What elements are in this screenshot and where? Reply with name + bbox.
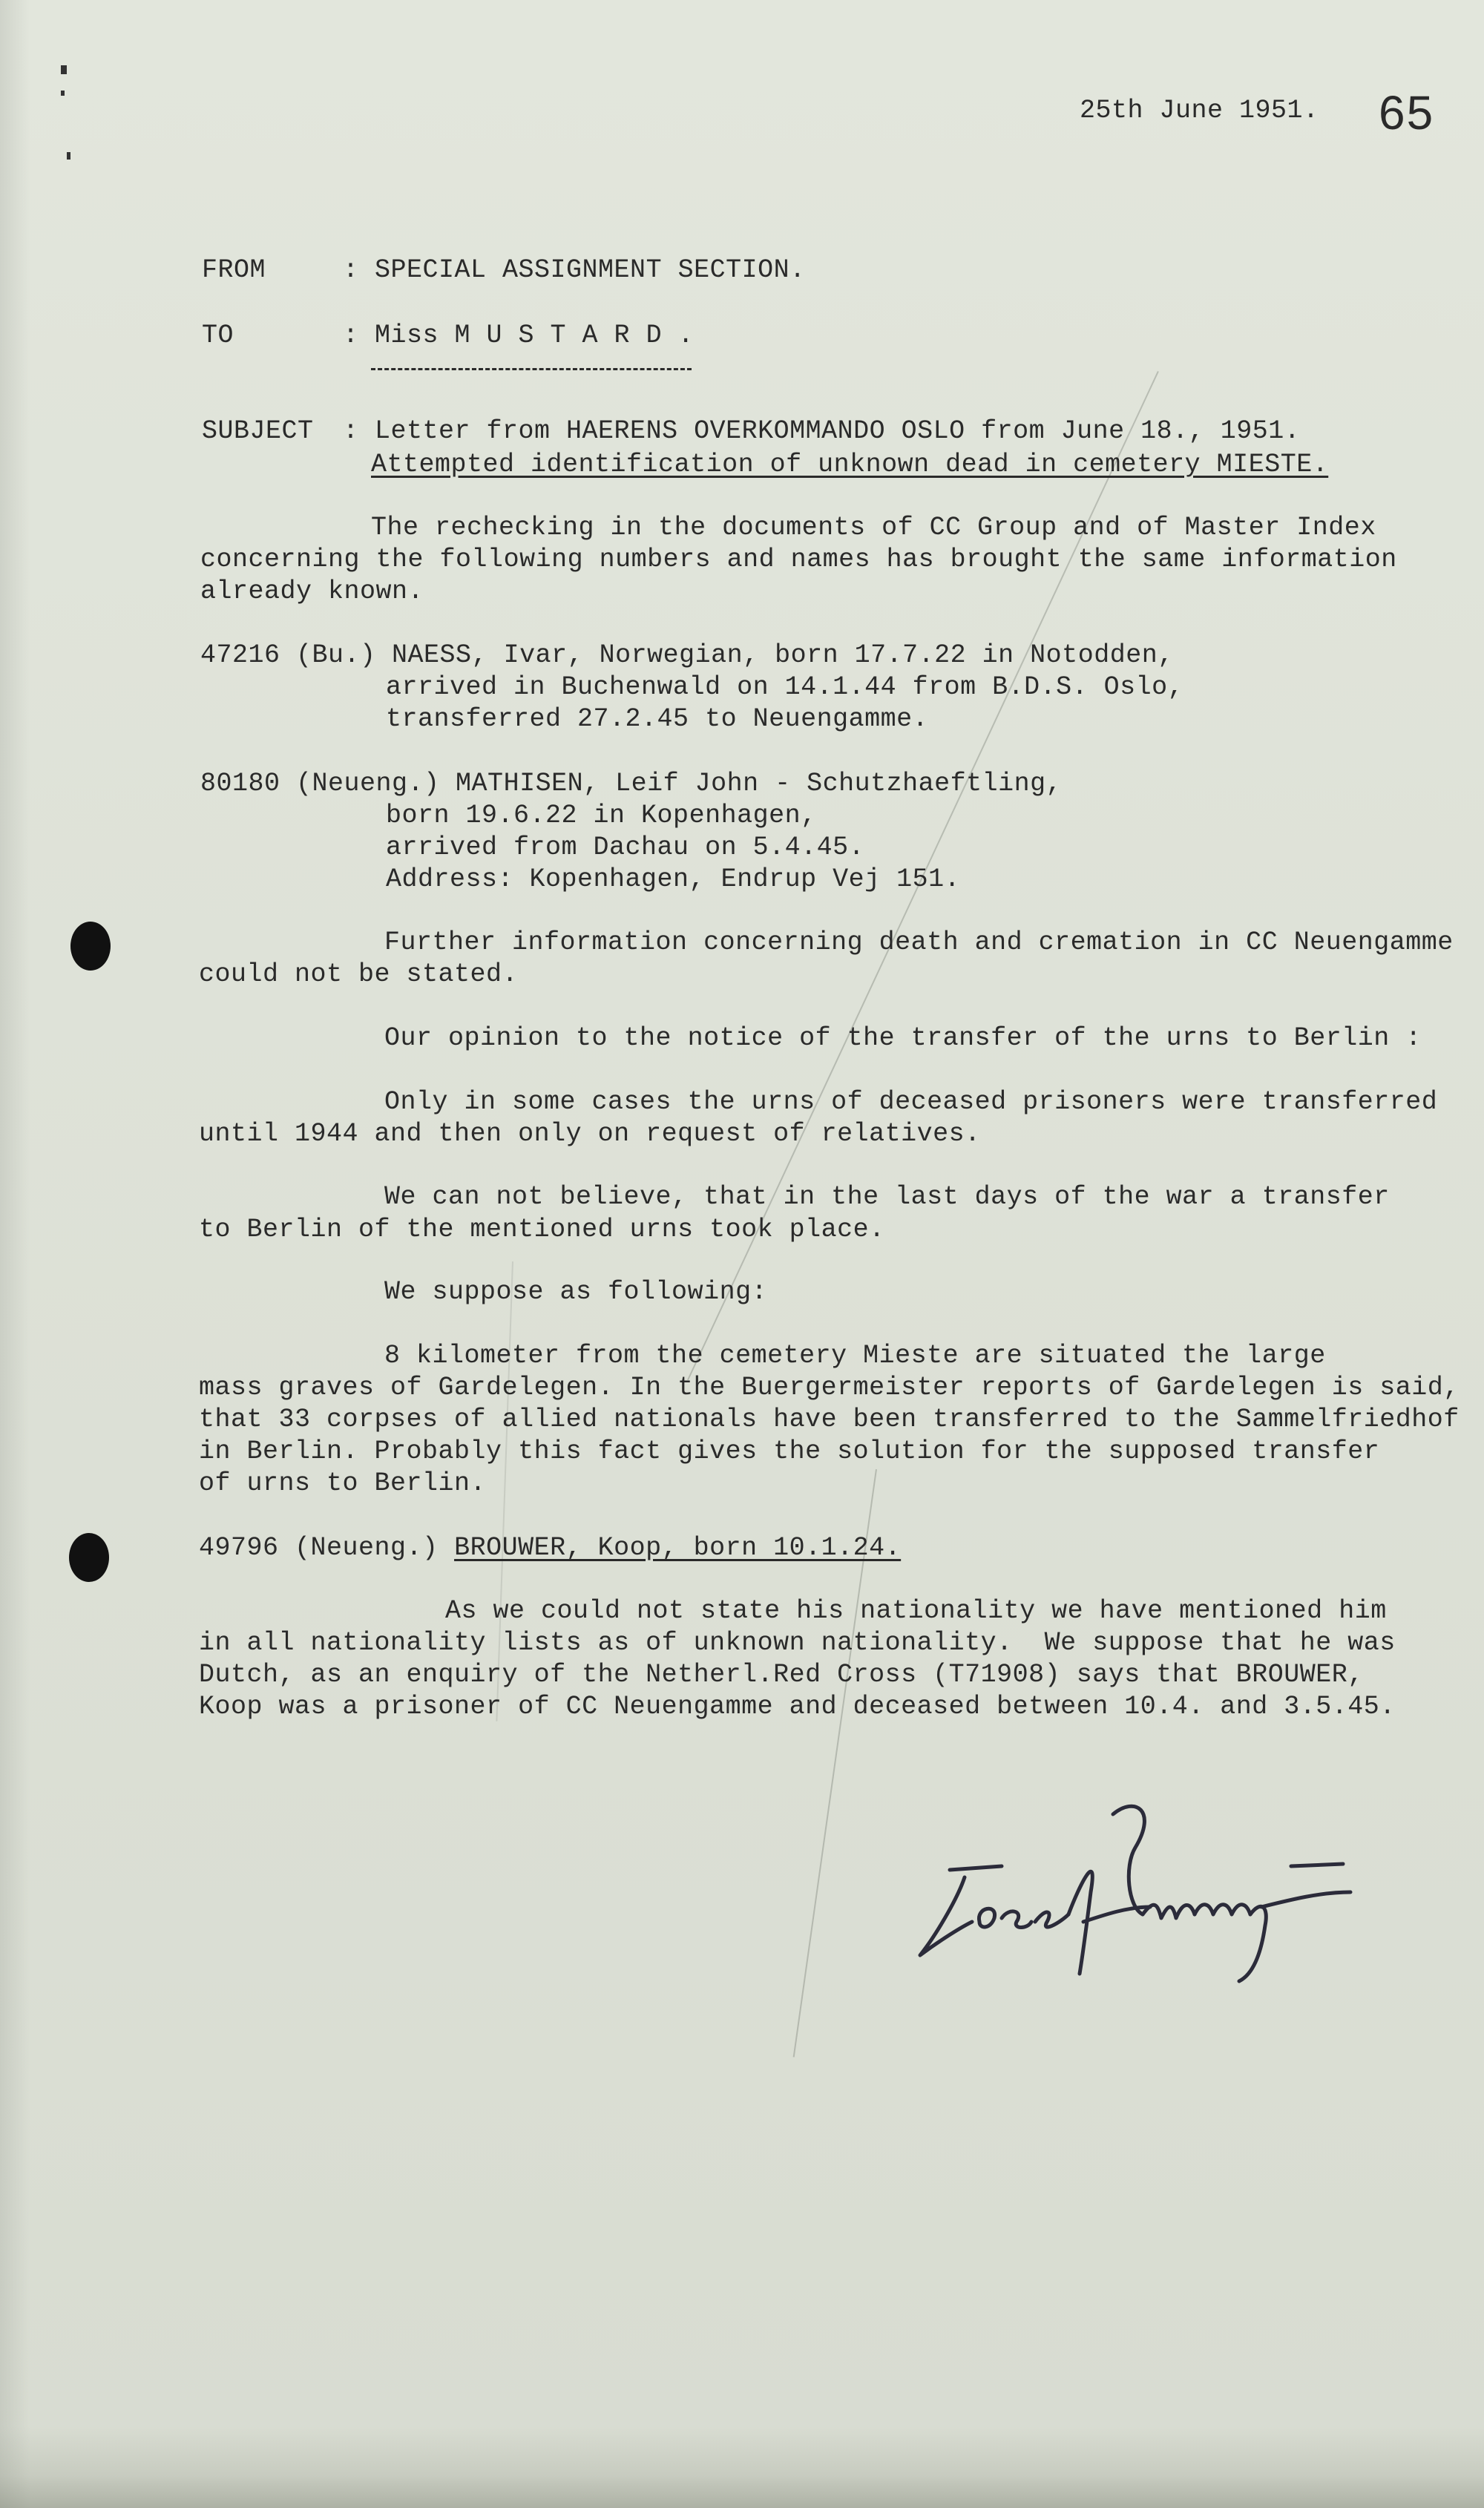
paragraph-line: The rechecking in the documents of CC Group and of Master Index	[371, 513, 1376, 542]
paragraph-line: As we could not state his nationality we have mentioned him	[445, 1596, 1387, 1626]
paragraph-line: Dutch, as an enquiry of the Netherl.Red Cross (T71908) says that BROUWER,	[199, 1660, 1364, 1690]
prisoner-entry-line: arrived in Buchenwald on 14.1.44 from B.D.S. Oslo,	[386, 672, 1184, 702]
page-bottom-shadow	[0, 2426, 1484, 2508]
paragraph-line: Only in some cases the urns of deceased prisoners were transferred	[384, 1087, 1438, 1117]
paragraph-line: that 33 corpses of allied nationals have been transferred to the Sammelfriedhof	[199, 1405, 1460, 1434]
from-label: FROM	[202, 255, 266, 285]
subject-line-1: : Letter from HAERENS OVERKOMMANDO OSLO from June 18., 1951.	[343, 416, 1301, 446]
paragraph-line: Our opinion to the notice of the transfer of the urns to Berlin :	[384, 1023, 1422, 1053]
entry-number: 49796 (Neueng.)	[199, 1533, 455, 1563]
paragraph-line: mass graves of Gardelegen. In the Buergermeister reports of Gardelegen is said,	[199, 1373, 1460, 1402]
prisoner-entry-line: born 19.6.22 in Kopenhagen,	[386, 801, 817, 830]
paragraph-line: We can not believe, that in the last days of the war a transfer	[384, 1182, 1390, 1212]
margin-speck	[61, 91, 65, 96]
paragraph-line: until 1944 and then only on request of relatives.	[199, 1119, 981, 1149]
paragraph-line: of urns to Berlin.	[199, 1468, 487, 1498]
entry-name: BROUWER, Koop, born 10.1.24.	[454, 1533, 902, 1563]
to-underline	[371, 368, 692, 370]
margin-speck	[67, 152, 70, 160]
paragraph-line: We suppose as following:	[384, 1277, 768, 1307]
punch-hole	[70, 922, 111, 971]
from-value: : SPECIAL ASSIGNMENT SECTION.	[343, 255, 806, 285]
paragraph-line: in Berlin. Probably this fact gives the solution for the supposed transfer	[199, 1437, 1380, 1466]
paragraph-line: in all nationality lists as of unknown nationality. We suppose that he was	[199, 1628, 1396, 1658]
letter-date: 25th June 1951.	[1080, 96, 1319, 125]
paragraph-line: concerning the following numbers and names has brought the same information	[200, 545, 1397, 574]
prisoner-entry-line: 80180 (Neueng.) MATHISEN, Leif John - Schutzhaeftling,	[200, 769, 1063, 798]
page-number: 65	[1379, 86, 1435, 139]
subject-label: SUBJECT	[202, 416, 314, 446]
prisoner-entry-line: 47216 (Bu.) NAESS, Ivar, Norwegian, born 17.7.22 in Notodden,	[200, 640, 1174, 670]
prisoner-entry-line: arrived from Dachau on 5.4.45.	[386, 833, 865, 862]
prisoner-entry-line: Address: Kopenhagen, Endrup Vej 151.	[386, 864, 961, 894]
margin-speck	[61, 65, 67, 74]
to-value: : Miss M U S T A R D .	[343, 321, 695, 350]
prisoner-entry-line	[199, 1532, 901, 1564]
paragraph-line: already known.	[200, 577, 424, 606]
prisoner-entry-line: transferred 27.2.45 to Neuengamme.	[386, 704, 929, 734]
punch-hole	[69, 1533, 109, 1582]
to-label: TO	[202, 321, 234, 350]
handwritten-signature	[905, 1796, 1380, 2003]
paragraph-line: 8 kilometer from the cemetery Mieste are situated the large	[384, 1341, 1326, 1370]
paragraph-line: could not be stated.	[199, 959, 519, 989]
paragraph-line: Koop was a prisoner of CC Neuengamme and deceased between 10.4. and 3.5.45.	[199, 1692, 1396, 1721]
paragraph-line: Further information concerning death and cremation in CC Neuengamme	[384, 928, 1454, 957]
paragraph-line: to Berlin of the mentioned urns took place.	[199, 1215, 885, 1244]
subject-line-2: Attempted identification of unknown dead in cemetery MIESTE.	[371, 450, 1329, 479]
